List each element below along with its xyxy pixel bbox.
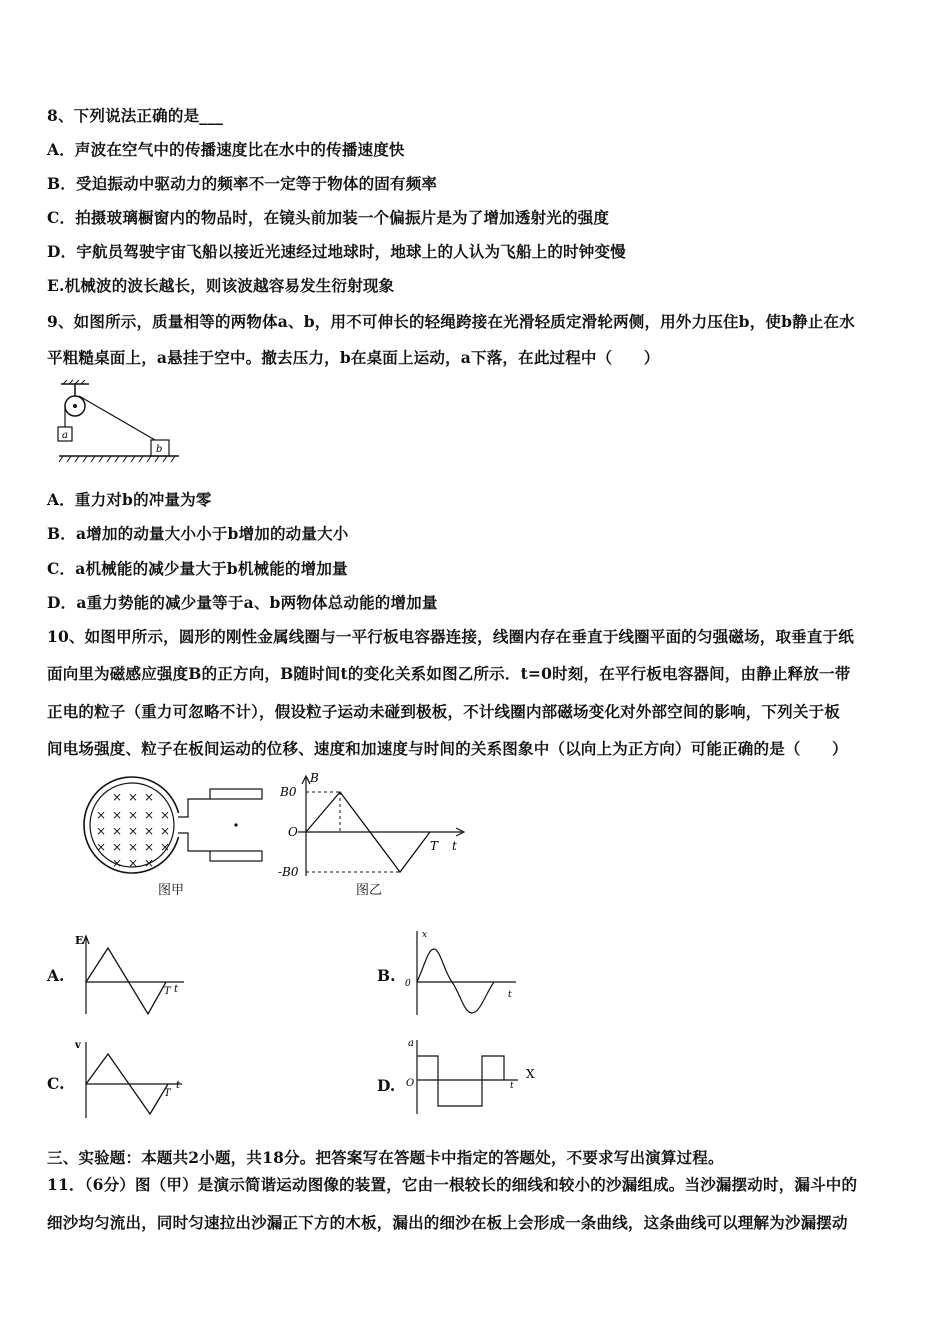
q10-figure-jia [80,775,280,875]
q10-option-c-label: C. [47,1074,65,1093]
q9-option-a: A．重力对b的冲量为零 [47,490,212,509]
q10-stem-line3: 正电的粒子（重力可忽略不计），假设粒子运动未碰到极板，不计线圈内部磁场变化对外部空间的影响，下列关于板 [47,702,840,721]
field-cross-mark: × [128,856,139,870]
q10-figure-yi [278,772,468,882]
q10-option-d-graph [400,1036,545,1116]
q10-stem-line1: 10、如图甲所示，圆形的刚性金属线圈与一平行板电容器连接，线圈内存在垂直于线圈平面的匀强磁场，取垂直于纸 [47,627,854,646]
q10-stem-line4: 间电场强度、粒子在板间运动的位移、速度和加速度与时间的关系图象中（以向上为正方向）可能正确的是（ ） [47,739,848,758]
opt-d-axis-a: a [408,1038,414,1049]
field-cross-mark: × [112,824,123,838]
field-cross-mark: × [144,856,155,870]
field-cross-mark: × [128,824,139,838]
opt-b-axis-x: x [422,930,428,940]
yi-axis-b: B [310,771,319,785]
field-cross-mark: × [112,856,123,870]
q9-pulley-figure [55,380,185,470]
field-cross-mark: × [144,808,155,822]
field-cross-mark: × [160,824,171,838]
opt-c-period: T [164,1088,171,1099]
field-cross-mark: × [160,808,171,822]
opt-b-axis-t: t [508,990,512,1000]
field-cross-mark: × [128,790,139,804]
opt-c-axis-t: t [176,1080,181,1091]
field-cross-mark: × [144,840,155,854]
field-cross-mark: × [128,808,139,822]
q10-option-b-label: B. [377,966,396,985]
q8-stem: 8、下列说法正确的是___ [47,106,224,125]
q10-option-d-label: D. [377,1076,396,1095]
field-cross-mark: × [96,840,107,854]
q8-option-c: C．拍摄玻璃橱窗内的物品时，在镜头前加装一个偏振片是为了增加透射光的强度 [47,208,610,227]
q10-option-c-graph [72,1038,192,1120]
yi-axis-t: t [452,839,457,853]
field-cross-mark: × [96,808,107,822]
field-cross-mark: × [112,840,123,854]
q10-caption-yi: 图乙 [356,883,383,898]
field-cross-mark: × [144,790,155,804]
q10-option-a-graph [72,932,192,1017]
q10-option-a-label: A. [47,966,65,985]
field-cross-mark: × [144,824,155,838]
yi-origin: O [288,825,298,839]
q8-option-b: B．受迫振动中驱动力的频率不一定等于物体的固有频率 [47,174,438,193]
q9-option-d: D．a重力势能的减少量等于a、b两物体总动能的增加量 [47,593,438,612]
field-cross-mark: × [128,840,139,854]
opt-c-axis-v: v [75,1040,81,1051]
section3-heading: 三、实验题：本题共2小题，共18分。把答案写在答题卡中指定的答题处，不要求写出演算过程。 [47,1148,724,1167]
opt-d-axis-t: t [510,1081,514,1091]
q10-caption-jia: 图甲 [158,883,185,898]
yi-period: T [430,839,439,853]
q9-option-c: C．a机械能的减少量大于b机械能的增加量 [47,559,348,578]
q10-option-b-graph [400,927,525,1017]
field-cross-mark: × [112,790,123,804]
yi-b0: B0 [280,785,297,799]
field-cross-mark: × [112,808,123,822]
yi-neg-b0: -B0 [278,865,299,879]
field-cross-mark: × [160,840,171,854]
q11-stem-line2: 细沙均匀流出，同时匀速拉出沙漏正下方的木板，漏出的细沙在板上会形成一条曲线，这条曲线可以理解为沙漏摆动 [47,1213,848,1232]
q9-option-b: B．a增加的动量大小小于b增加的动量大小 [47,524,349,543]
q8-option-e: E.机械波的波长越长，则该波越容易发生衍射现象 [47,276,395,295]
opt-a-axis-t: t [174,984,179,995]
q11-stem-line1: 11．（6分）图（甲）是演示简谐运动图像的装置，它由一根较长的细线和较小的沙漏组成。当沙漏摆动时，漏斗中的 [47,1175,858,1194]
q9-label-b: b [156,444,163,455]
field-cross-mark: × [96,824,107,838]
q8-option-d: D．宇航员驾驶宇宙飞船以接近光速经过地球时，地球上的人认为飞船上的时钟变慢 [47,242,626,261]
opt-b-origin: 0 [405,979,411,989]
q9-stem-line2: 平粗糙桌面上，a悬挂于空中。撤去压力，b在桌面上运动，a下落，在此过程中（ ） [47,348,660,367]
opt-a-period: T [164,986,171,997]
q10-stem-line2: 面向里为磁感应强度B的正方向，B随时间t的变化关系如图乙所示．t=0时刻，在平行板电容器间，由静止释放一带 [47,664,851,683]
q8-option-a: A．声波在空气中的传播速度比在水中的传播速度快 [47,140,405,159]
opt-d-mark: X [526,1067,535,1081]
opt-d-origin: O [406,1078,415,1089]
opt-a-axis-e: E [75,934,84,947]
q9-label-a: a [62,430,68,441]
q9-stem-line1: 9、如图所示，质量相等的两物体a、b，用不可伸长的轻绳跨接在光滑轻质定滑轮两侧，用外力压住b，使b静止在水 [47,312,855,331]
